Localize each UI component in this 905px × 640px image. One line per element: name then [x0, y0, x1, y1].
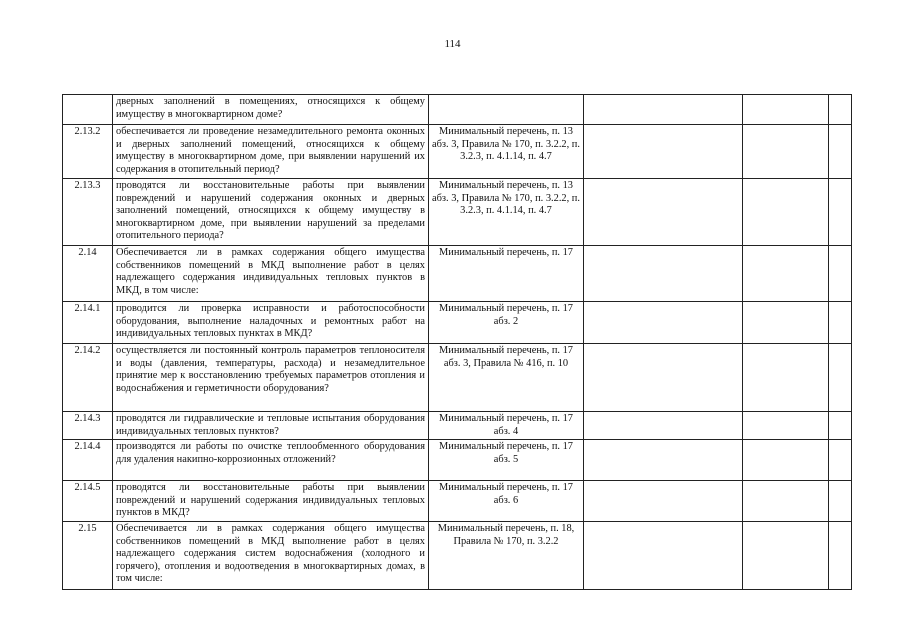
answer-cell: [584, 522, 743, 590]
item-number: [63, 95, 113, 125]
answer-cell: [584, 302, 743, 344]
table-row: [63, 95, 852, 125]
answer-cell: [829, 440, 852, 481]
table-row: [63, 179, 852, 246]
item-reference: Минимальный перечень, п. 17 абз. 4: [429, 412, 584, 440]
answer-cell: [743, 95, 829, 125]
table-row: [63, 440, 852, 481]
page-number: 114: [444, 38, 461, 50]
answer-cell: [584, 440, 743, 481]
item-question: Обеспечивается ли в рамках содержания общего имущества собственников помещений в МКД выполнение работ в целях надлежащего содержания систем водоснабжения (холодного и горячего), отопления и водоотведения в многоквартирных домах, в том числе:: [113, 522, 429, 590]
item-reference: Минимальный перечень, п. 17 абз. 6: [429, 481, 584, 522]
table-row: [63, 246, 852, 302]
item-reference: Минимальный перечень, п. 17 абз. 5: [429, 440, 584, 481]
answer-cell: [829, 179, 852, 246]
answer-cell: [829, 95, 852, 125]
answer-cell: [743, 522, 829, 590]
item-number: 2.13.3: [63, 179, 113, 246]
item-question: осуществляется ли постоянный контроль параметров теплоносителя и воды (давления, температуры, расхода) и незамедлительное принятие мер к восстановлению требуемых параметров отопления и водоснабжения и герметичности оборудования?: [113, 344, 429, 412]
item-number: 2.13.2: [63, 125, 113, 179]
answer-cell: [829, 481, 852, 522]
item-question: проводится ли проверка исправности и работоспособности оборудования, выполнение наладочных и ремонтных работ на индивидуальных тепловых пунктах в МКД?: [113, 302, 429, 344]
answer-cell: [584, 344, 743, 412]
answer-cell: [743, 440, 829, 481]
item-reference: Минимальный перечень, п. 17: [429, 246, 584, 302]
item-reference: Минимальный перечень, п. 17 абз. 2: [429, 302, 584, 344]
table-row: [63, 344, 852, 412]
answer-cell: [584, 246, 743, 302]
table-row: [63, 125, 852, 179]
table-row: [63, 302, 852, 344]
answer-cell: [584, 179, 743, 246]
item-question: Обеспечивается ли в рамках содержания общего имущества собственников помещений в МКД выполнение работ в целях надлежащего содержания индивидуальных тепловых пунктов в МКД, в том числе:: [113, 246, 429, 302]
answer-cell: [584, 412, 743, 440]
item-number: 2.14.4: [63, 440, 113, 481]
item-number: 2.14.1: [63, 302, 113, 344]
item-reference: [429, 95, 584, 125]
item-number: 2.15: [63, 522, 113, 590]
checklist-table: [62, 94, 852, 590]
answer-cell: [743, 246, 829, 302]
answer-cell: [829, 522, 852, 590]
item-number: 2.14.2: [63, 344, 113, 412]
item-number: 2.14: [63, 246, 113, 302]
answer-cell: [743, 125, 829, 179]
item-question: проводятся ли гидравлические и тепловые испытания оборудования индивидуальных тепловых пунктов?: [113, 412, 429, 440]
item-number: 2.14.5: [63, 481, 113, 522]
item-reference: Минимальный перечень, п. 13 абз. 3, Правила № 170, п. 3.2.2, п. 3.2.3, п. 4.1.14, п. 4.7: [429, 125, 584, 179]
item-number: 2.14.3: [63, 412, 113, 440]
item-question: проводятся ли восстановительные работы при выявлении повреждений и нарушений содержания оконных и дверных заполнений помещений, относящихся к общему имуществу в многоквартирном доме, при выявлении нарушений за пределами отопительного периода?: [113, 179, 429, 246]
answer-cell: [743, 481, 829, 522]
answer-cell: [743, 344, 829, 412]
item-reference: Минимальный перечень, п. 18, Правила № 170, п. 3.2.2: [429, 522, 584, 590]
answer-cell: [743, 179, 829, 246]
answer-cell: [584, 95, 743, 125]
item-question: производятся ли работы по очистке теплообменного оборудования для удаления накипно-коррозионных отложений?: [113, 440, 429, 481]
answer-cell: [584, 481, 743, 522]
answer-cell: [829, 412, 852, 440]
answer-cell: [829, 344, 852, 412]
answer-cell: [829, 246, 852, 302]
item-question: дверных заполнений в помещениях, относящихся к общему имуществу в многоквартирном доме?: [113, 95, 429, 125]
table-row: [63, 481, 852, 522]
answer-cell: [584, 125, 743, 179]
answer-cell: [743, 302, 829, 344]
item-question: обеспечивается ли проведение незамедлительного ремонта оконных и дверных заполнений помещений, относящихся к общему имуществу в многоквартирном доме, при выявлении нарушений их содержания в отопительный период?: [113, 125, 429, 179]
item-question: проводятся ли восстановительные работы при выявлении повреждений и нарушений содержания индивидуальных тепловых пунктов в МКД?: [113, 481, 429, 522]
table-row: [63, 522, 852, 590]
answer-cell: [829, 302, 852, 344]
table-row: [63, 412, 852, 440]
item-reference: Минимальный перечень, п. 17 абз. 3, Правила № 416, п. 10: [429, 344, 584, 412]
answer-cell: [743, 412, 829, 440]
answer-cell: [829, 125, 852, 179]
item-reference: Минимальный перечень, п. 13 абз. 3, Правила № 170, п. 3.2.2, п. 3.2.3, п. 4.1.14, п. 4.7: [429, 179, 584, 246]
